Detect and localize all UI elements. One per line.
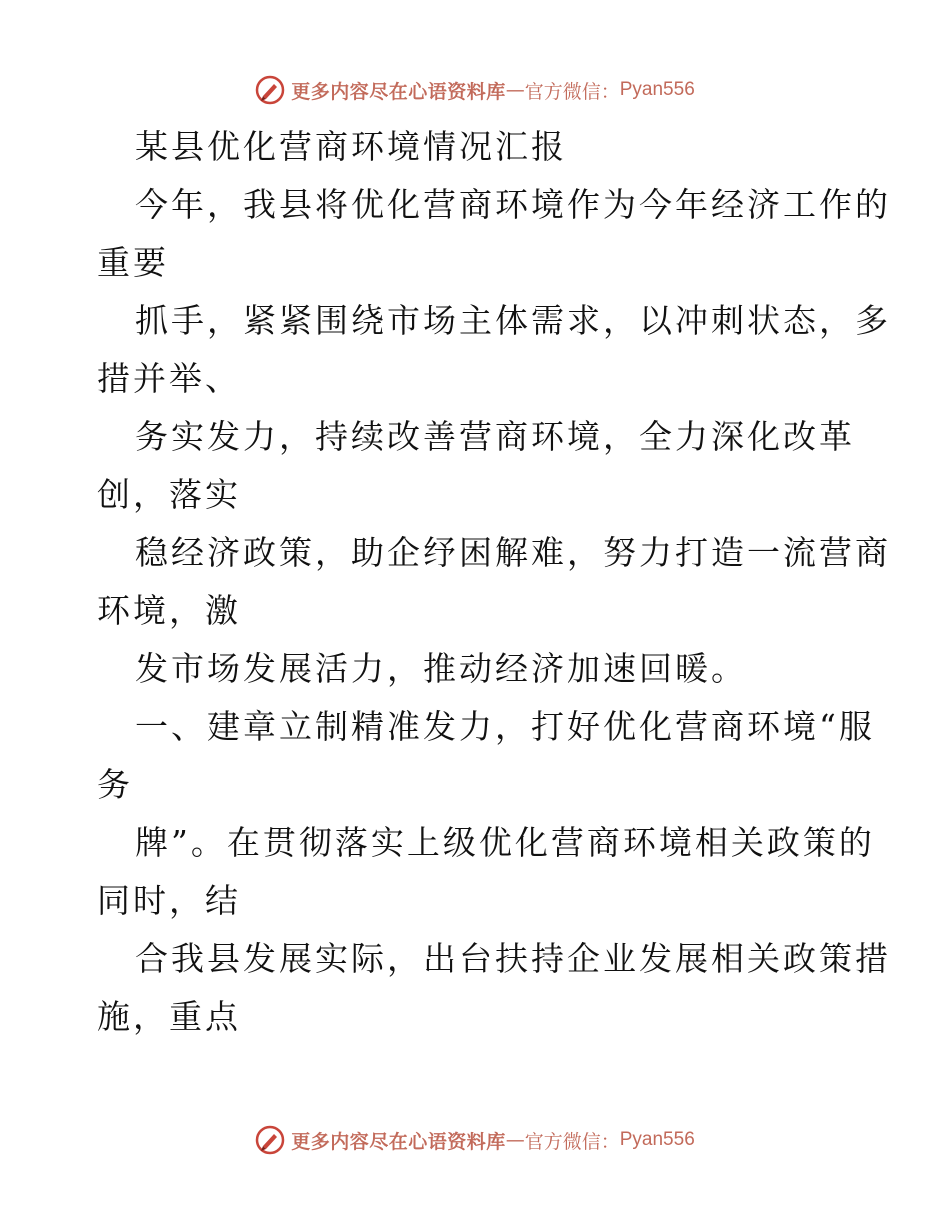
paragraph-line: 牌”。在贯彻落实上级优化营商环境相关政策的 xyxy=(135,823,875,862)
section-heading-line: 务 xyxy=(97,765,133,804)
paragraph-line: 务实发力，持续改善营商环境，全力深化改革 xyxy=(135,417,855,456)
watermark-dash: — xyxy=(505,1129,525,1151)
watermark-footer xyxy=(0,1120,950,1160)
pen-logo-icon xyxy=(255,75,285,105)
paragraph-line: 措并举、 xyxy=(97,359,241,398)
paragraph-line: 环境，激 xyxy=(97,591,241,630)
document-title: 某县优化营商环境情况汇报 xyxy=(135,127,567,166)
watermark-wechat-label: 官方微信： xyxy=(524,80,620,103)
paragraph-line: 重要 xyxy=(97,243,169,282)
paragraph-line: 发市场发展活力，推动经济加速回暖。 xyxy=(135,649,747,688)
watermark-site-text: 更多内容尽在心语资料库 xyxy=(291,1130,506,1153)
watermark-wechat-label: 官方微信： xyxy=(524,1130,620,1153)
section-heading-line: 一、建章立制精准发力，打好优化营商环境“服 xyxy=(135,707,875,746)
paragraph-line: 抓手，紧紧围绕市场主体需求，以冲刺状态，多 xyxy=(135,301,891,340)
watermark-dash: — xyxy=(505,79,525,101)
paragraph-line: 今年，我县将优化营商环境作为今年经济工作的 xyxy=(135,185,891,224)
pen-logo-icon xyxy=(255,1125,285,1155)
watermark-site-text: 更多内容尽在心语资料库 xyxy=(291,80,506,103)
paragraph-line: 同时，结 xyxy=(97,881,241,920)
watermark-wechat-id: Pyan556 xyxy=(619,1129,695,1150)
paragraph-line: 稳经济政策，助企纾困解难，努力打造一流营商 xyxy=(135,533,891,572)
watermark-wechat-id: Pyan556 xyxy=(619,79,695,100)
paragraph-line: 施，重点 xyxy=(97,997,241,1036)
paragraph-line: 创，落实 xyxy=(97,475,241,514)
paragraph-line: 合我县发展实际，出台扶持企业发展相关政策措 xyxy=(135,939,891,978)
watermark-header xyxy=(0,70,950,110)
